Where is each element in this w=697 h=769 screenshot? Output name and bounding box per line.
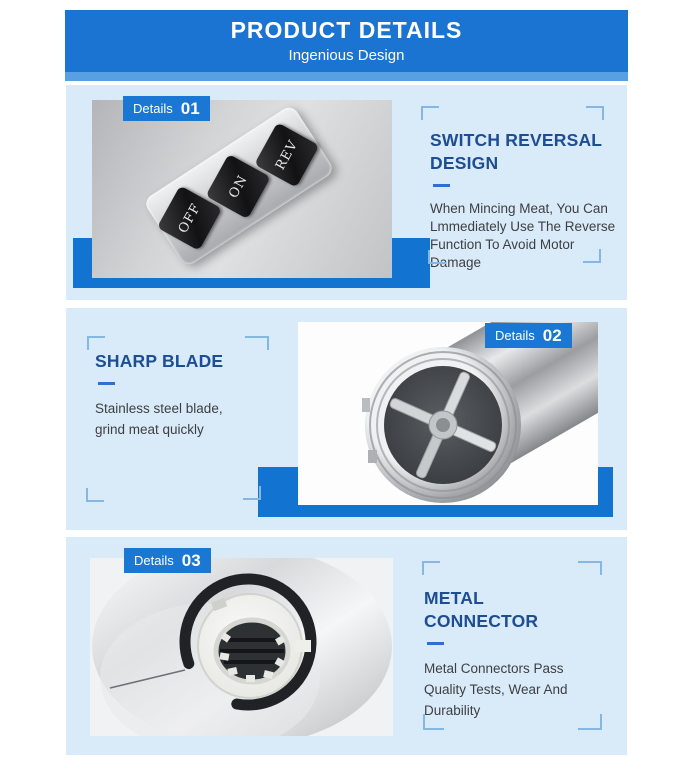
title-underline (433, 184, 450, 187)
title-line: SWITCH REVERSAL (430, 130, 603, 150)
switch-photo (92, 100, 392, 278)
badge-label: Details (134, 553, 174, 568)
section-title (95, 350, 295, 373)
details-badge-01 (123, 96, 210, 121)
details-badge-03 (124, 548, 211, 573)
section-sharp-blade (66, 308, 627, 530)
header-accent-strip (65, 72, 628, 81)
switch-plate (143, 104, 336, 268)
corner-bracket-icon (578, 714, 602, 730)
badge-label: Details (133, 101, 173, 116)
body-line: Quality Tests, Wear And (424, 682, 568, 697)
section-metal-connector (66, 537, 627, 755)
badge-number: 02 (542, 325, 562, 345)
corner-bracket-icon (428, 250, 446, 264)
corner-bracket-icon (86, 488, 104, 502)
corner-bracket-icon (578, 561, 602, 575)
corner-bracket-icon (421, 106, 439, 120)
header-banner (65, 10, 628, 72)
badge-label: Details (495, 328, 535, 343)
body-line: Damage (430, 255, 482, 270)
body-line: Lmmediately Use The Reverse (430, 219, 616, 234)
badge-number: 03 (181, 550, 201, 570)
switch-key-label: ON (225, 172, 251, 201)
grinder-blade-photo (298, 322, 598, 505)
title-line: METAL (424, 588, 484, 608)
title-line: SHARP BLADE (95, 351, 224, 371)
title-line: CONNECTOR (424, 611, 539, 631)
body-line: Stainless steel blade, (95, 401, 223, 416)
corner-bracket-icon (243, 486, 261, 500)
section-text (95, 350, 295, 440)
section-switch-reversal (66, 85, 627, 300)
corner-bracket-icon (422, 561, 440, 575)
section-title (430, 129, 630, 175)
badge-number: 01 (180, 98, 200, 118)
section-text (424, 587, 624, 721)
body-line: Function To Avoid Motor (430, 237, 575, 252)
corner-bracket-icon (586, 106, 604, 120)
metal-connector-photo (90, 558, 393, 736)
switch-key-label: REV (272, 137, 302, 173)
corner-bracket-icon (245, 336, 269, 350)
corner-bracket-icon (423, 714, 444, 730)
body-line: Metal Connectors Pass (424, 661, 564, 676)
page-subtitle: Ingenious Design (288, 47, 405, 64)
title-line: DESIGN (430, 153, 499, 173)
page-title: PRODUCT DETAILS (230, 17, 463, 43)
metal-connector-illustration (90, 558, 393, 736)
body-line: grind meat quickly (95, 422, 204, 437)
grinder-blade-illustration (298, 322, 598, 505)
switch-key-label: OFF (175, 200, 204, 236)
section-title (424, 587, 624, 633)
title-underline (98, 382, 115, 385)
body-line: When Mincing Meat, You Can (430, 201, 608, 216)
corner-bracket-icon (583, 249, 601, 263)
corner-bracket-icon (87, 336, 105, 350)
body-line: Durability (424, 703, 481, 718)
details-badge-02 (485, 323, 572, 348)
title-underline (427, 642, 444, 645)
